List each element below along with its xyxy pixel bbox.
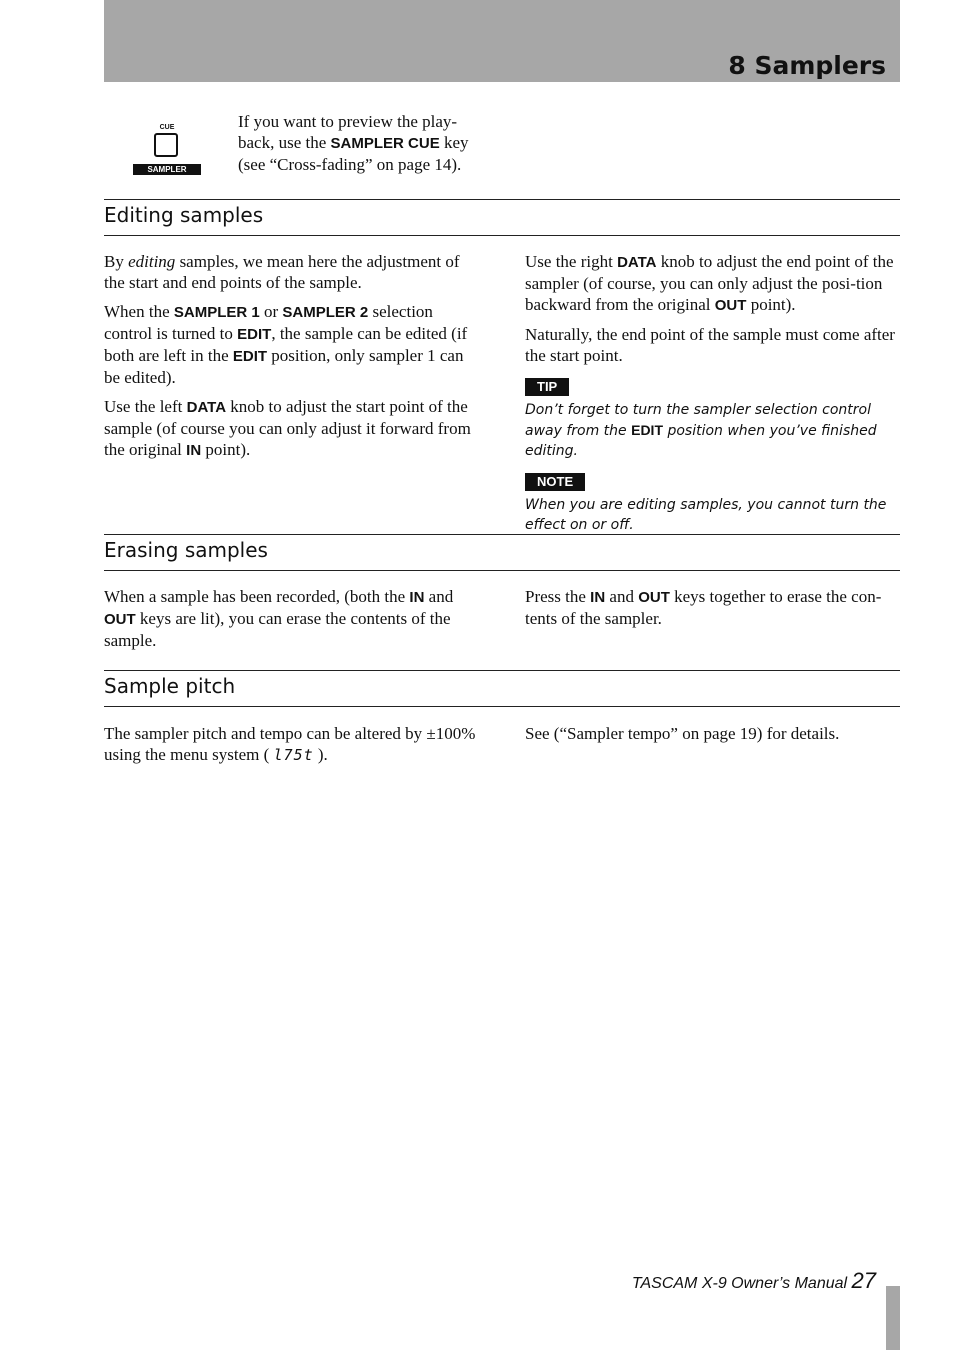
editing-paragraph-2: When the SAMPLER 1 or SAMPLER 2 selection control is turned to EDIT, the sample can be edited (if both are left in the EDIT position, only sampler 1 can be edited).	[104, 302, 468, 387]
note-box	[525, 473, 900, 535]
editing-left-column	[104, 251, 480, 461]
section-title-pitch: Sample pitch	[104, 674, 236, 698]
section-title-editing: Editing samples	[104, 203, 264, 227]
erasing-paragraph-1: When a sample has been recorded, (both the IN and OUT keys are lit), you can erase the contents of the sample.	[104, 587, 454, 650]
preview-paragraph: If you want to preview the play-back, use the SAMPLER CUE key (see “Cross-fading” on page 14).	[238, 112, 469, 174]
tip-text: Don’t forget to turn the sampler selection control away from the EDIT position when you’ve finished editing.	[525, 402, 877, 459]
chapter-header-band	[104, 0, 900, 82]
section-rule-top	[104, 670, 900, 671]
section-rule-bottom	[104, 235, 900, 236]
key-bottom-label: SAMPLER	[133, 164, 201, 175]
menu-code-display: l75t	[273, 746, 314, 764]
editing-paragraph-3: Use the left DATA knob to adjust the start point of the sample (of course you can only adjust it forward from the original IN point).	[104, 397, 471, 459]
pitch-paragraph-2: See (“Sampler tempo” on page 19) for details.	[525, 724, 840, 743]
sampler-cue-key-icon	[132, 124, 202, 176]
editing-paragraph-4: Use the right DATA knob to adjust the end point of the sampler (of course, you can only adjust the posi-tion backward from the original OUT point).	[525, 252, 894, 314]
section-rule-bottom	[104, 570, 900, 571]
editing-paragraph-5: Naturally, the end point of the sample must come after the start point.	[525, 325, 895, 365]
erasing-left-column	[104, 586, 480, 651]
section-rule-bottom	[104, 706, 900, 707]
note-text: When you are editing samples, you cannot turn the effect on or off.	[525, 497, 887, 533]
erasing-right-column	[525, 586, 900, 629]
page-footer	[632, 1268, 876, 1294]
tip-box	[525, 378, 900, 461]
pitch-right-column	[525, 723, 900, 744]
page-number: 27	[851, 1268, 876, 1293]
editing-right-column	[525, 251, 900, 535]
manual-title: TASCAM X-9 Owner’s Manual	[631, 1275, 852, 1292]
chapter-title: 8 Samplers	[728, 51, 886, 80]
key-top-label: CUE	[159, 124, 175, 131]
section-rule-top	[104, 534, 900, 535]
pitch-paragraph-1: The sampler pitch and tempo can be altered by ±100% using the menu system ( l75t ).	[104, 724, 476, 764]
pitch-left-column	[104, 723, 480, 766]
section-title-erasing: Erasing samples	[104, 538, 268, 562]
tip-label: TIP	[525, 378, 569, 396]
editing-paragraph-1: By editing samples, we mean here the adjustment of the start and end points of the sample.	[104, 252, 460, 292]
note-label: NOTE	[525, 473, 585, 491]
key-square-icon	[154, 133, 178, 157]
page-tab-marker	[886, 1286, 900, 1350]
erasing-paragraph-2: Press the IN and OUT keys together to erase the con-tents of the sampler.	[525, 587, 882, 628]
section-rule-top	[104, 199, 900, 200]
